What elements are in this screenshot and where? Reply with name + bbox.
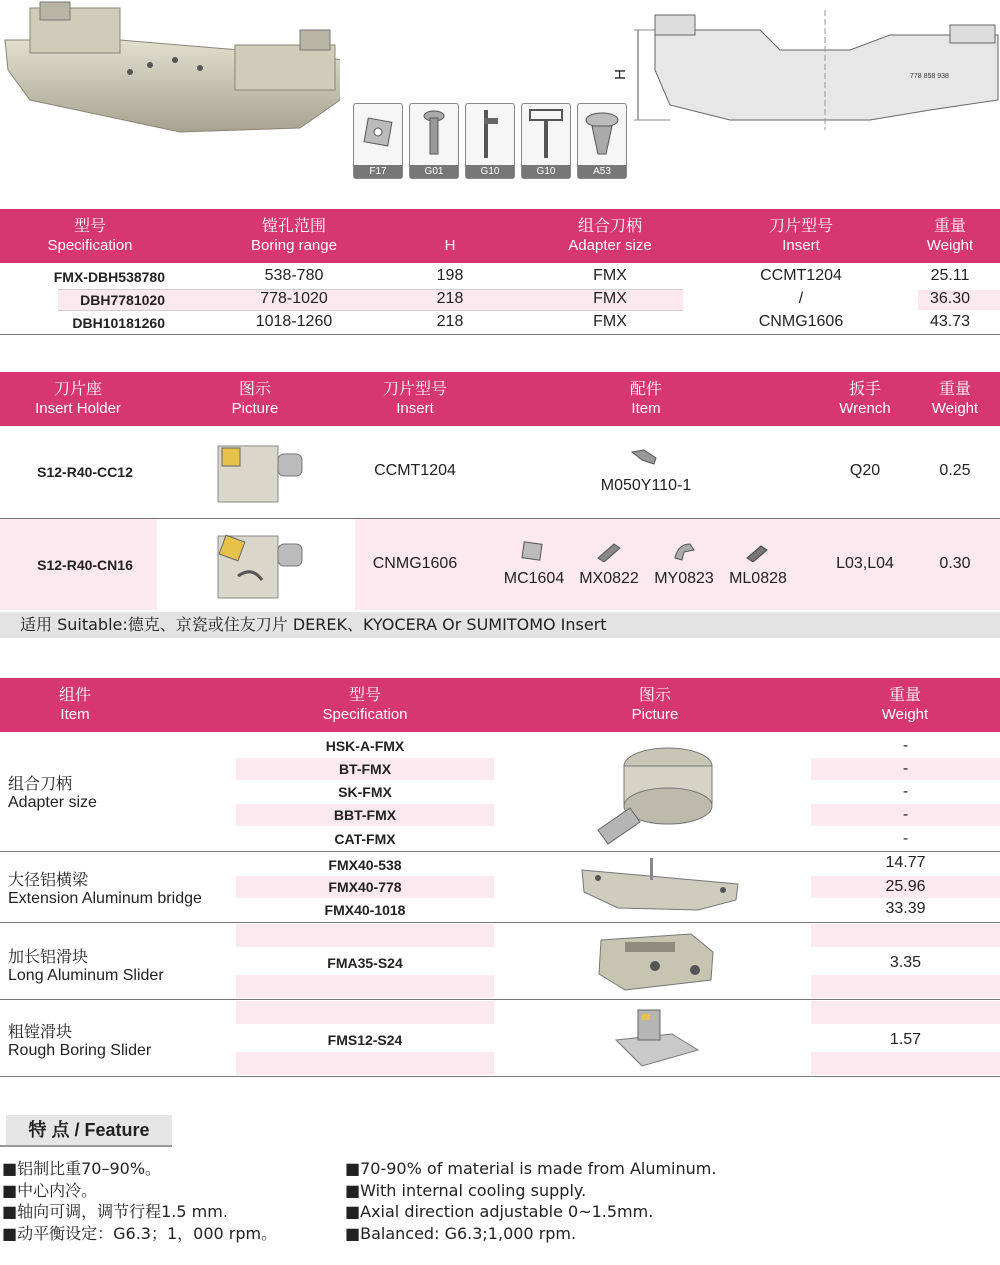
bridge-image <box>578 858 743 918</box>
table1-row2-adapter: FMX <box>593 290 627 307</box>
adapter-weight-3: - <box>902 783 909 800</box>
group-long-slider-label: 加长铝滑块 Long Aluminum Slider <box>8 947 164 984</box>
table1-row2-spec: DBH7781020 <box>80 292 165 308</box>
bridge-weight-2: 25.96 <box>885 878 926 895</box>
feature-en-4: ■Balanced: G6.3;1,000 rpm. <box>345 1223 577 1243</box>
adapter-spec-2: BT-FMX <box>338 761 392 777</box>
table2-header-picture: 图示 Picture <box>231 379 279 417</box>
table1-row2-h: 218 <box>436 290 464 307</box>
table2-header <box>0 372 1000 426</box>
clamp-plate-icon <box>520 540 546 562</box>
group-rough-slider-label: 粗镗滑块 Rough Boring Slider <box>8 1022 152 1059</box>
table1-row1-range: 538-780 <box>264 267 324 284</box>
table1-header-spec: 型号 Specification <box>47 216 133 254</box>
bridge-weight-3: 33.39 <box>885 900 926 917</box>
table2-row2-item2: MX0822 <box>579 570 639 587</box>
clamp-icon <box>672 540 698 562</box>
table1-row1-insert: CCMT1204 <box>760 267 842 284</box>
table1-header-insert: 刀片型号 Insert <box>768 216 833 254</box>
rough-slider-weight: 1.57 <box>889 1031 922 1048</box>
table1-row3-insert: CNMG1606 <box>758 313 844 330</box>
table1-row1-h: 198 <box>436 267 464 284</box>
rough-slider-image <box>612 1004 702 1072</box>
table1-header-adapter: 组合刀柄 Adapter size <box>568 216 652 254</box>
table2-row2-item4: ML0828 <box>729 570 787 587</box>
adapter-spec-4: BBT-FMX <box>333 807 397 823</box>
feature-zh-3: ■轴向可调，调节行程1.5 mm. <box>2 1202 228 1221</box>
adapter-weight-1: - <box>902 737 909 754</box>
table2-row1-weight: 0.25 <box>939 462 971 479</box>
group-adapter-label: 组合刀柄 Adapter size <box>8 774 97 811</box>
table2-row2-item3: MY0823 <box>654 570 714 587</box>
long-slider-image <box>595 930 720 995</box>
table1-row2-insert: / <box>798 290 804 307</box>
table2-header-insert: 刀片型号 Insert <box>382 379 447 417</box>
feature-zh-4: ■动平衡设定：G6.3；1，000 rpm。 <box>2 1223 278 1243</box>
adapter-weight-4: - <box>902 806 909 823</box>
adapter-weight-2: - <box>902 760 909 777</box>
accessory-icon-row <box>353 103 643 179</box>
table2-row1-insert: CCMT1204 <box>374 462 456 479</box>
long-slider-weight: 3.35 <box>889 954 922 971</box>
table1-row3-spec: DBH10181260 <box>72 315 165 331</box>
table1-row3-adapter: FMX <box>593 313 627 330</box>
table2-row1-wrench: Q20 <box>849 462 881 479</box>
table1-row1-adapter: FMX <box>593 267 627 284</box>
table1-row1-weight: 25.11 <box>930 267 970 284</box>
screw-icon: G01 <box>409 103 459 179</box>
table1-header-weight: 重量 Weight <box>926 216 974 254</box>
bridge-weight-1: 14.77 <box>885 854 926 871</box>
height-dimension-label: H <box>611 69 629 80</box>
table1-row3-range: 1018-1260 <box>255 313 333 330</box>
square-insert-icon: F17 <box>353 103 403 179</box>
t-wrench-icon: G10 <box>465 103 515 179</box>
table2-row1-item: M050Y110-1 <box>600 477 692 494</box>
table2-row2-item1: MC1604 <box>503 570 565 587</box>
table1-row3-h: 218 <box>436 313 464 330</box>
table3-header <box>0 678 1000 732</box>
bridge-spec-3: FMX40-1018 <box>324 902 406 918</box>
table1-header <box>0 209 1000 263</box>
table2-header-weight: 重量 Weight <box>931 379 979 417</box>
pin-icon <box>596 540 622 562</box>
table3-header-weight: 重量 Weight <box>881 685 929 723</box>
scale-marks: 778 858 938 <box>910 73 949 80</box>
feature-en-2: ■With internal cooling supply. <box>345 1180 587 1200</box>
table2-header-wrench: 扳手 Wrench <box>839 379 891 417</box>
bridge-product-photo <box>0 0 340 140</box>
adapter-spec-1: HSK-A-FMX <box>325 738 405 754</box>
table3-header-spec: 型号 Specification <box>322 685 408 723</box>
adapter-weight-5: - <box>902 830 909 847</box>
table2-row2-weight: 0.30 <box>939 555 971 572</box>
table2-row2-wrench: L03,L04 <box>836 555 894 572</box>
suitable-note: 适用 Suitable:德克、京瓷或住友刀片 DEREK、KYOCERA Or SUMITOMO Insert <box>0 612 1000 638</box>
table2-header-holder: 刀片座 Insert Holder <box>35 379 121 417</box>
holder-cc12-image <box>212 438 312 508</box>
bridge-spec-2: FMX40-778 <box>328 879 402 895</box>
adapter-spec-3: SK-FMX <box>338 784 392 800</box>
table2-header-item: 配件 Item <box>629 379 662 417</box>
table3-header-item: 组件 Item <box>58 685 91 723</box>
table1-header-h: H <box>444 237 456 254</box>
long-slider-spec: FMA35-S24 <box>327 955 403 971</box>
table1-row3-weight: 43.73 <box>929 313 971 330</box>
feature-zh-2: ■中心内冷。 <box>2 1180 98 1200</box>
feature-en-3: ■Axial direction adjustable 0~1.5mm. <box>345 1202 654 1221</box>
screw-small-icon <box>745 540 771 562</box>
table1-row2-range: 778-1020 <box>260 290 328 307</box>
table1-row1-spec: FMX-DBH538780 <box>53 269 165 285</box>
table1-row2-weight: 36.30 <box>929 290 971 307</box>
adapter-spec-5: CAT-FMX <box>334 831 396 847</box>
feature-en-1: ■70-90% of material is made from Aluminum. <box>345 1159 717 1178</box>
t-key-icon: G10 <box>521 103 571 179</box>
table2-row2-insert: CNMG1606 <box>372 555 458 572</box>
group-bridge-label: 大径铝横梁 Extension Aluminum bridge <box>8 870 202 907</box>
feature-zh-list <box>2 1158 277 1244</box>
table3-header-picture: 图示 Picture <box>631 685 679 723</box>
table2-row1-holder: S12-R40-CC12 <box>37 464 133 480</box>
table2-row2-holder: S12-R40-CN16 <box>37 557 133 573</box>
table1-header-range: 镗孔范围 Boring range <box>251 216 337 254</box>
adapter-icon: A53 <box>577 103 627 179</box>
feature-en-list <box>345 1158 716 1244</box>
bridge-spec-1: FMX40-538 <box>328 857 402 873</box>
rough-slider-spec: FMS12-S24 <box>327 1032 403 1048</box>
bridge-technical-drawing <box>610 10 1000 130</box>
holder-cn16-image <box>212 528 312 604</box>
adapter-image <box>590 738 720 848</box>
feature-zh-1: ■铝制比重70–90%。 <box>2 1159 162 1178</box>
feature-title: 特 点 / Feature <box>6 1115 172 1145</box>
screw-item-icon <box>630 446 660 468</box>
